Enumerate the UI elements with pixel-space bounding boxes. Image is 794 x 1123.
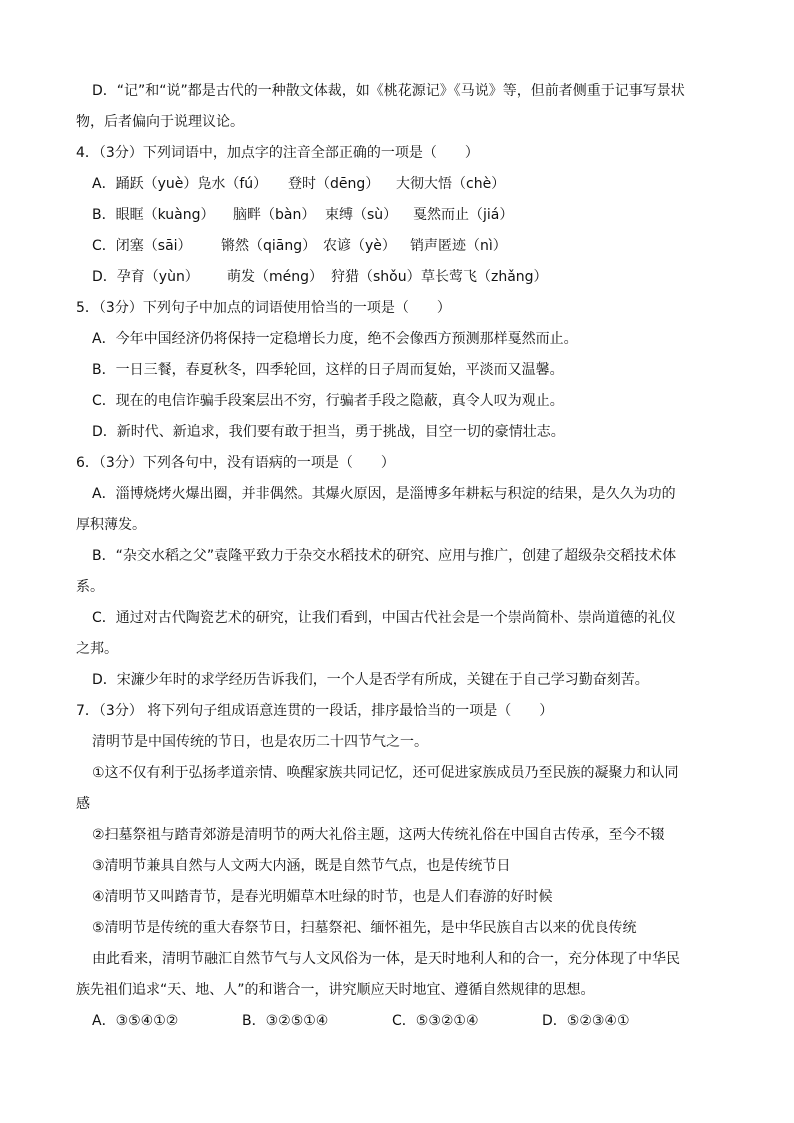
q7-sentence-1-line1: ①这不仅有利于弘扬孝道亲情、唤醒家族共同记忆，还可促进家族成员乃至民族的凝聚力和认同 [92,765,679,781]
q4-d-part4: 草长莺飞（zhǎng） [421,269,548,285]
q4-d-part2: 萌发（méng） [227,269,324,285]
q4-stem: 4．（3分）下列词语中，加点字的注音全部正确的一项是（ ） [76,145,479,161]
q5-option-d: D．新时代、新追求，我们要有敢于担当，勇于挑战，目空一切的豪情壮志。 [92,424,565,440]
q4-a-part2: 登时（dēng） [288,176,380,192]
q7-sentence-1-line2: 感 [76,796,90,812]
q4-c-part3: 农谚（yè） [323,238,396,254]
q4-c-part2: 锵然（qiāng） [221,238,317,254]
q5-option-c: C．现在的电信诈骗手段案层出不穷，行骗者手段之隐蔽，真令人叹为观止。 [92,393,564,409]
q4-d-part1: D．孕育（yùn） [92,269,199,285]
q4-b-part3: 束缚（sù） [325,207,398,223]
q4-option-a [76,173,726,204]
q5-option-a: A．今年中国经济仍将保持一定稳增长力度，绝不会像西方预测那样戛然而止。 [92,331,578,347]
q4-option-c [76,235,726,266]
q7-option-b: B．③②⑤①④ [242,1013,329,1029]
q7-sentence-4: ④清明节又叫踏青节，是春光明媚草木吐绿的时节，也是人们春游的好时候 [92,889,553,905]
q6-option-b-line1: B．“杂交水稻之父”袁隆平致力于杂交水稻技术的研究、应用与推广，创建了超级杂交稻技术体 [92,548,677,564]
q4-option-d [76,266,726,297]
q4-c-part4: 销声匿迹（nì） [410,238,507,254]
q7-option-a: A．③⑤④①② [92,1013,179,1029]
q7-sentence-5: ⑤清明节是传统的重大春祭节日，扫墓祭祀、缅怀祖先，是中华民族自古以来的优良传统 [92,920,637,936]
q7-options [76,1010,726,1041]
q4-b-part4: 戛然而止（jiá） [413,207,514,223]
q3-option-d-line1: D．“记”和“说”都是古代的一种散文体裁，如《桃花源记》《马说》等，但前者侧重于记事写景状 [92,83,685,99]
q4-d-part3: 狩猎（shǒu） [331,269,421,285]
q6-option-c-line2: 之邦。 [76,641,118,657]
q4-b-part1: B．眼眶（kuàng） [92,207,215,223]
q7-intro: 清明节是中国传统的节日，也是农历二十四节气之一。 [92,734,428,750]
q7-sentence-3: ③清明节兼具自然与人文两大内涵，既是自然节气点，也是传统节日 [92,858,511,874]
q3-option-d-line2: 物，后者偏向于说理议论。 [76,114,244,130]
q6-option-d: D．宋濂少年时的求学经历告诉我们，一个人是否学有所成，关键在于自己学习勤奋刻苦。 [92,672,649,688]
q5-option-b: B．一日三餐，春夏秋冬，四季轮回，这样的日子周而复始，平淡而又温馨。 [92,362,564,378]
q7-option-d: D．⑤②③④① [542,1013,630,1029]
q7-outro-line2: 族先祖们追求“天、地、人”的和谐合一，讲究顺应天时地宜、遵循自然规律的思想。 [76,982,595,998]
q4-option-b [76,204,726,235]
q4-b-part2: 脑畔（bàn） [233,207,316,223]
q4-a-part3: 大彻大悟（chè） [396,176,506,192]
q4-a-part1: A．踊跃（yuè）凫水（fú） [92,176,268,192]
q4-c-part1: C．闭塞（sāi） [92,238,192,254]
q7-sentence-2: ②扫墓祭祖与踏青郊游是清明节的两大礼俗主题，这两大传统礼俗在中国自古传承，至今不辍 [92,827,665,843]
q5-stem: 5．（3分）下列句子中加点的词语使用恰当的一项是（ ） [76,300,451,316]
q7-option-c: C．⑤③②①④ [392,1013,479,1029]
exam-page [76,80,726,1041]
q6-option-a-line2: 厚积薄发。 [76,517,146,533]
q6-option-a-line1: A．淄博烧烤火爆出圈，并非偶然。其爆火原因，是淄博多年耕耘与积淀的结果，是久久为功的 [92,486,676,502]
q7-outro-line1: 由此看来，清明节融汇自然节气与人文风俗为一体，是天时地利人和的合一，充分体现了中华民 [92,951,680,967]
q6-option-b-line2: 系。 [76,579,104,595]
q6-option-c-line1: C．通过对古代陶瓷艺术的研究，让我们看到，中国古代社会是一个崇尚简朴、崇尚道德的礼仪 [92,610,676,626]
q7-stem: 7．（3分） 将下列句子组成语意连贯的一段话，排序最恰当的一项是（ ） [76,703,554,719]
q6-stem: 6．（3分）下列各句中，没有语病的一项是（ ） [76,455,395,471]
